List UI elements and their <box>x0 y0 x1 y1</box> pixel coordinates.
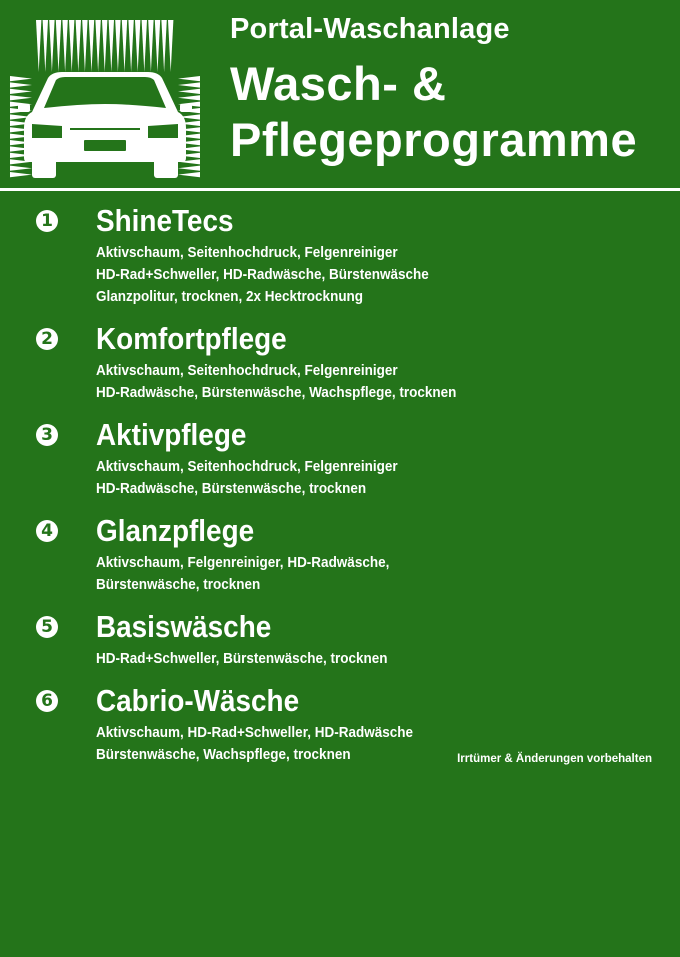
program-description-line: Aktivschaum, Seitenhochdruck, Felgenreiniger <box>96 244 398 261</box>
disclaimer: Irrtümer & Änderungen vorbehalten <box>457 753 652 765</box>
program-description-line: Bürstenwäsche, trocknen <box>96 576 261 593</box>
brush-bristle <box>178 76 200 81</box>
brush-bristle <box>142 20 147 72</box>
brush-bristle <box>161 20 166 72</box>
program-description-line: Aktivschaum, Seitenhochdruck, Felgenreiniger <box>96 458 398 475</box>
brush-bristle <box>115 20 120 72</box>
program-description-line: Glanzpolitur, trocknen, 2x Hecktrocknung <box>96 288 364 305</box>
brush-bristle <box>95 20 100 72</box>
brush-bristle <box>168 20 173 72</box>
brush-bristle <box>76 20 81 72</box>
brush-bristle <box>178 166 200 171</box>
brush-bristle <box>178 95 200 100</box>
brush-bristle <box>10 172 32 177</box>
program-description-line: Aktivschaum, HD-Rad+Schweller, HD-Radwäsche <box>96 724 413 741</box>
brush-bristle <box>178 82 200 87</box>
page-title-line-1: Wasch- & <box>230 57 447 110</box>
program-description-line: Aktivschaum, Felgenreiniger, HD-Radwäsche, <box>96 554 390 571</box>
brush-bristle <box>10 76 32 81</box>
page-title-line-2: Pflegeprogramme <box>230 113 638 166</box>
program-komfortpflege <box>0 318 680 404</box>
brush-bristle <box>178 172 200 177</box>
header <box>0 0 680 190</box>
brush-bristle <box>69 20 74 72</box>
program-number: 2 <box>36 328 58 350</box>
header-text <box>230 12 637 168</box>
brush-bristle <box>36 20 41 72</box>
page-title <box>230 56 637 168</box>
program-name: Basiswäsche <box>96 609 272 644</box>
program-name: ShineTecs <box>96 203 234 238</box>
brush-bristle <box>43 20 48 72</box>
brush-bristle <box>10 89 32 94</box>
program-name: Komfortpflege <box>96 321 287 356</box>
brush-bristle <box>10 82 32 87</box>
program-shinetecs <box>0 200 680 308</box>
brush-bristle <box>178 89 200 94</box>
brush-bristle <box>49 20 54 72</box>
program-number: 6 <box>36 690 58 712</box>
header-divider <box>0 188 680 191</box>
car-wash-icon <box>10 20 200 185</box>
program-description-line: Aktivschaum, Seitenhochdruck, Felgenreiniger <box>96 362 398 379</box>
program-name: Cabrio-Wäsche <box>96 683 300 718</box>
brush-bristle <box>56 20 61 72</box>
program-basiswaesche <box>0 606 680 670</box>
program-number: 5 <box>36 616 58 638</box>
program-number: 1 <box>36 210 58 232</box>
brush-bristle <box>89 20 94 72</box>
brush-bristle <box>10 166 32 171</box>
program-list <box>0 200 680 776</box>
brush-bristle <box>10 95 32 100</box>
program-name: Glanzpflege <box>96 513 255 548</box>
program-description-line: HD-Radwäsche, Bürstenwäsche, Wachspflege, trocknen <box>96 384 457 401</box>
program-description-line: Bürstenwäsche, Wachspflege, trocknen <box>96 746 351 763</box>
brush-bristle <box>109 20 114 72</box>
program-glanzpflege <box>0 510 680 596</box>
brush-bristle <box>82 20 87 72</box>
brush-bristle <box>148 20 153 72</box>
page-subtitle: Portal-Waschanlage <box>230 13 510 45</box>
program-number: 3 <box>36 424 58 446</box>
program-description-line: HD-Rad+Schweller, Bürstenwäsche, trocknen <box>96 650 388 667</box>
program-number: 4 <box>36 520 58 542</box>
program-name: Aktivpflege <box>96 417 247 452</box>
program-aktivpflege <box>0 414 680 500</box>
program-description-line: HD-Radwäsche, Bürstenwäsche, trocknen <box>96 480 367 497</box>
brush-bristle <box>155 20 160 72</box>
brush-bristle <box>135 20 140 72</box>
brush-bristle <box>62 20 67 72</box>
program-description-line: HD-Rad+Schweller, HD-Radwäsche, Bürstenwäsche <box>96 266 429 283</box>
brush-bristle <box>122 20 127 72</box>
brush-bristle <box>128 20 133 72</box>
brush-bristle <box>102 20 107 72</box>
